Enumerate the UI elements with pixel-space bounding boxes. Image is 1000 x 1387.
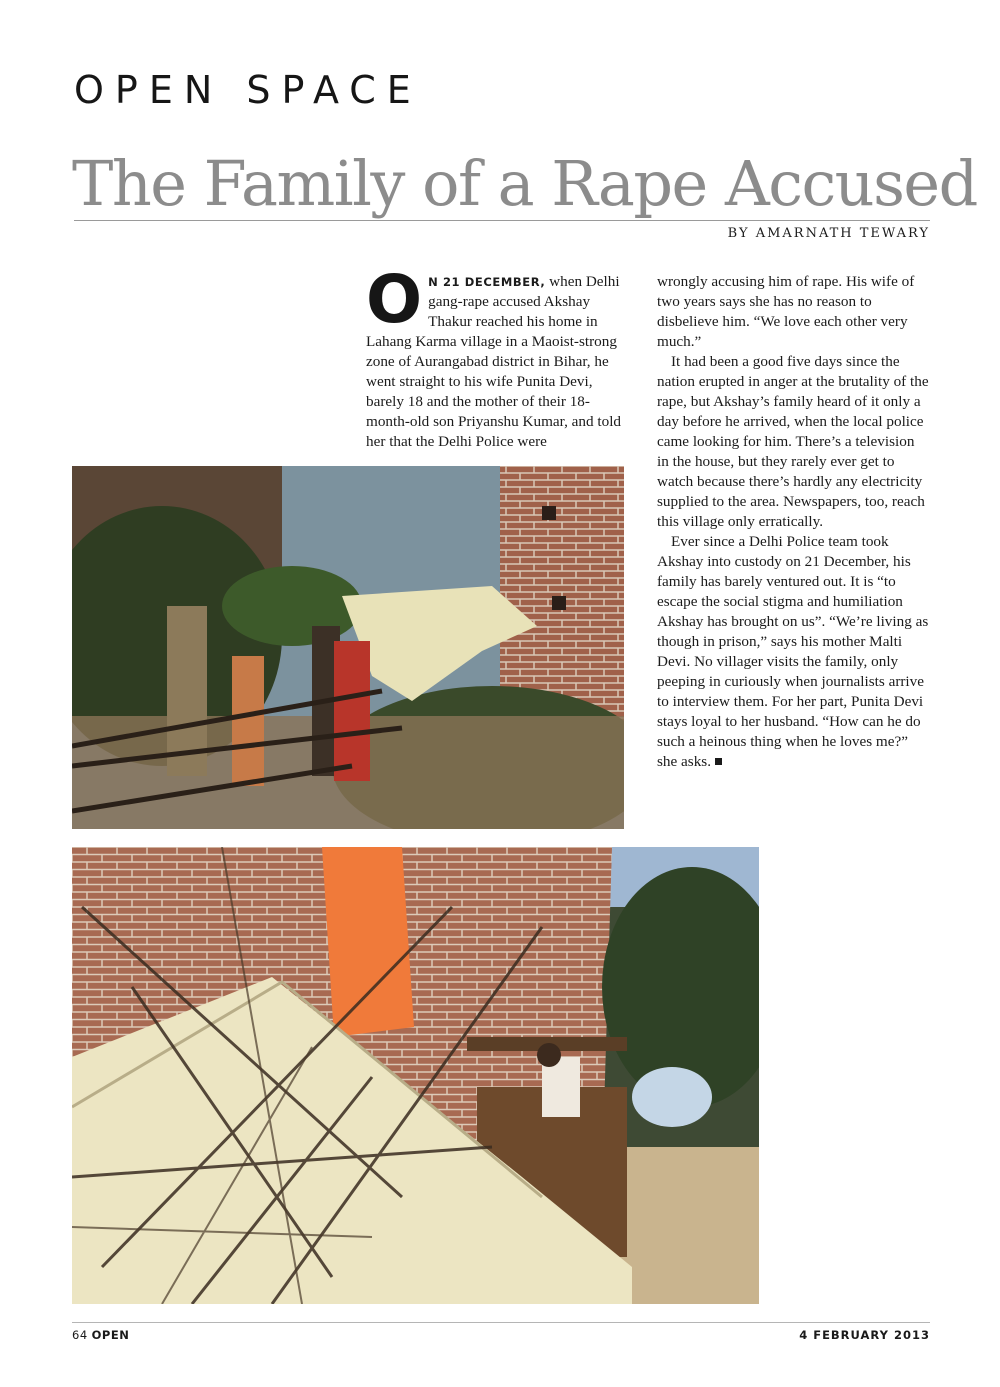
- article-title: The Family of a Rape Accused: [72, 147, 977, 220]
- issue-date: 4 FEBRUARY 2013: [799, 1328, 930, 1342]
- title-rule: [74, 220, 930, 221]
- drop-cap: O: [366, 261, 423, 338]
- photo-house-man-seated: [72, 847, 759, 1304]
- end-mark-icon: [715, 758, 722, 765]
- footer-page-info: [72, 1328, 129, 1342]
- footer-rule: [72, 1322, 930, 1323]
- paragraph-final: [657, 532, 930, 772]
- photo-courtyard-illustration: [72, 466, 624, 829]
- lead-in: N 21 DECEMBER,: [428, 275, 546, 289]
- section-label: OPEN SPACE: [74, 68, 422, 112]
- article-column-2: [657, 272, 930, 772]
- paragraph-final-text: Ever since a Delhi Police team took Akshay into custody on 21 December, his family has barely ventured out. It is “to escape the social stigma and humiliation Akshay has brought on us”. “We’re living as though in prison,” says his mother Malti Devi. No villager visits the family, only peeping in curiously when journalists arrive to interview them. For her part, Punita Devi stays loyal to her husband. “How can he do such a heinous thing when he loves me?” she asks.: [657, 533, 929, 770]
- lead-paragraph: [366, 261, 628, 452]
- paragraph: It had been a good five days since the nation erupted in anger at the brutality of the rape, but Akshay’s family heard of it only a day before he arrived, when the local police came looking for him. There’s a television in the house, but they rarely ever get to watch because there’s hardly any electricity supplied to the area. Newspapers, too, reach this village only erratically.: [657, 353, 929, 530]
- paragraph-continued: wrongly accusing him of rape. His wife of two years says she has no reason to disbelieve him. “We love each other very much.”: [657, 273, 915, 350]
- page-number: 64: [72, 1328, 88, 1342]
- byline: BY AMARNATH TEWARY: [727, 226, 930, 241]
- article-column-1: [366, 261, 628, 452]
- publication-name: OPEN: [91, 1328, 130, 1342]
- lead-paragraph-text: when Delhi gang-rape accused Akshay Thakur reached his home in Lahang Karma village in a Maoist-strong zone of Aurangabad district in Bihar, he went straight to his wife Punita Devi, barely 18 and the mother of their 18-month-old son Priyanshu Kumar, and told her that the Delhi Police were: [366, 273, 622, 450]
- photo-family-courtyard: [72, 466, 624, 829]
- photo-house-illustration: [72, 847, 759, 1304]
